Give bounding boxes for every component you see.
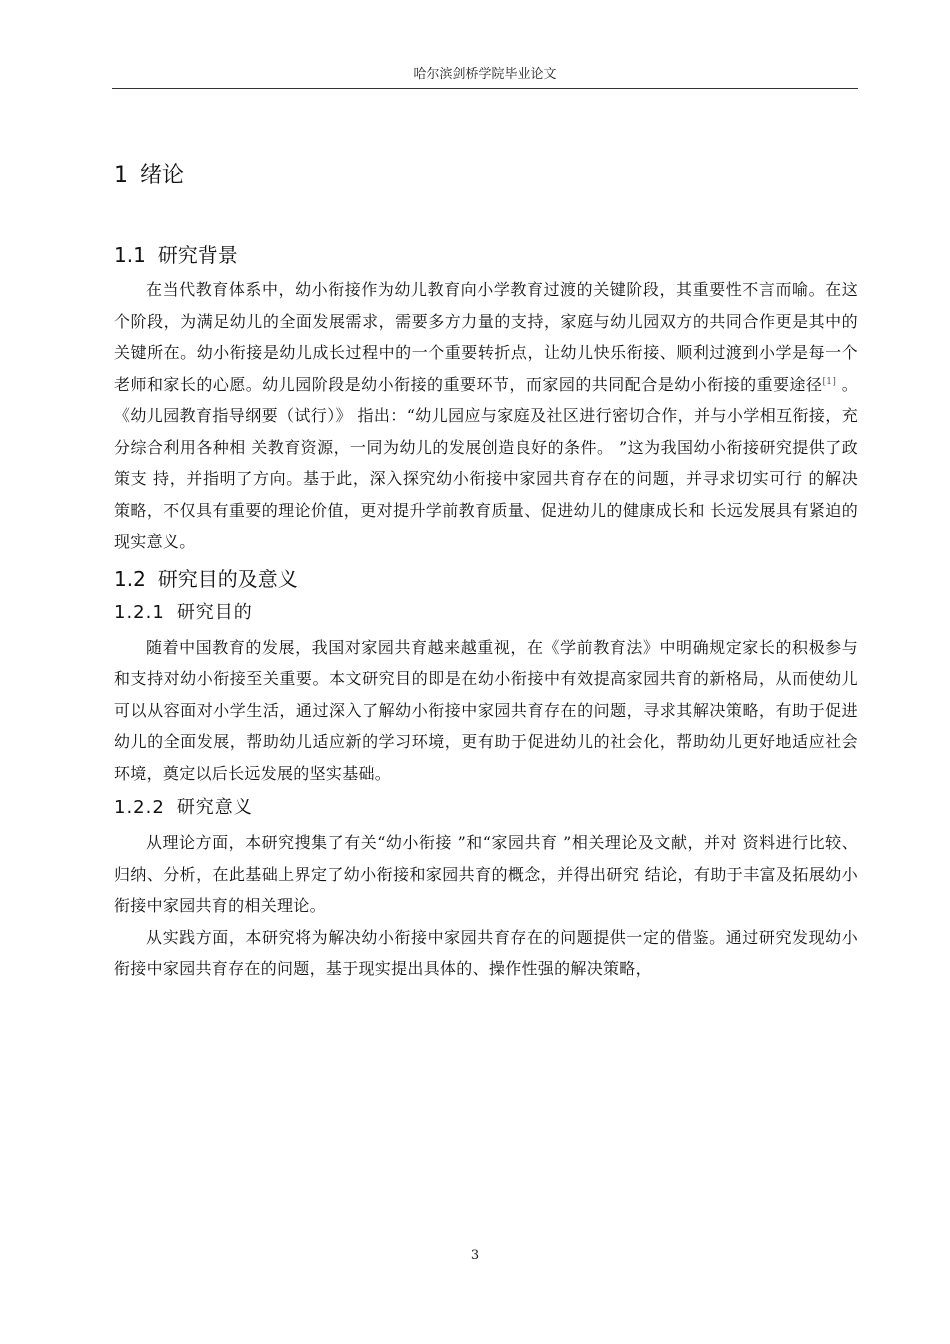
subsection-heading-significance	[114, 793, 858, 823]
significance-theory-paragraph: 从理论方面，本研究搜集了有关“幼小衔接 ”和“家园共育 ”相关理论及文献，并对 资料进行比较、归纳、分析，在此基础上界定了幼小衔接和家园共育的概念，并得出研究 结论，有助于丰富及拓展幼小衔接中家园共育的相关理论。	[114, 833, 858, 915]
background-paragraph	[114, 274, 858, 558]
paragraph-text-part2: 。《幼儿园教育指导纲要（试行）》 指出：“幼儿园应与家庭及社区进行密切合作，并与小学相互衔接，充分综合利用各种相 关教育资源，一同为幼儿的发展创造良好的条件。 ”这为我国幼小衔接研究提供了政策支 持，并指明了方向。基于此，深入探究幼小衔接中家园共育存在的问题，并寻求切实可行 的解决策略，不仅具有重要的理论价值，更对提升学前教育质量、促进幼儿的健康成长和 长远发展具有紧迫的现实意义。	[114, 374, 859, 551]
citation-ref: [1]	[822, 376, 837, 387]
subsection-heading-purpose	[114, 598, 858, 628]
subsection-number: 1.2.2	[114, 797, 165, 818]
section-heading-purpose-significance	[114, 564, 858, 594]
page-number: 3	[470, 1248, 480, 1263]
section-heading-background	[114, 240, 858, 270]
running-header: 哈尔滨剑桥学院毕业论文	[112, 64, 858, 89]
page-body	[114, 160, 858, 985]
chapter-title: 绪论	[140, 163, 185, 188]
chapter-number: 1	[114, 163, 128, 188]
section-number: 1.2	[114, 566, 146, 591]
chapter-heading	[114, 160, 858, 192]
section-title: 研究目的及意义	[157, 566, 298, 591]
section-number: 1.1	[114, 243, 146, 267]
subsection-number: 1.2.1	[114, 601, 165, 623]
section-title: 研究背景	[157, 243, 238, 267]
purpose-paragraph: 随着中国教育的发展，我国对家园共育越来越重视，在《学前教育法》中明确规定家长的积极参与和支持对幼小衔接至关重要。本文研究目的即是在幼小衔接中有效提高家园共育的新格局，从而使幼儿可以从容面对小学生活，通过深入了解幼小衔接中家园共育存在的问题，寻求其解决策略，有助于促进幼儿的全面发展，帮助幼儿适应新的学习环境，更有助于促进幼儿的社会化，帮助幼儿更好地适应社会环境，奠定以后长远发展的坚实基础。	[114, 637, 858, 783]
paragraph-text-part1: 在当代教育体系中，幼小衔接作为幼儿教育向小学教育过渡的关键阶段，其重要性不言而喻。在这个阶段，为满足幼儿的全面发展需求，需要多方力量的支持，家庭与幼儿园双方的共同合作更是其中的关键所在。幼小衔接是幼儿成长过程中的一个重要转折点，让幼儿快乐衔接、顺利过渡到小学是每一个老师和家长的心愿。幼儿园阶段是幼小衔接的重要环节，而家园的共同配合是幼小衔接的重要途径	[114, 280, 858, 394]
subsection-title: 研究意义	[176, 797, 253, 818]
subsection-title: 研究目的	[176, 601, 253, 623]
significance-practice-paragraph: 从实践方面，本研究将为解决幼小衔接中家园共育存在的问题提供一定的借鉴。通过研究发现幼小衔接中家园共育存在的问题，基于现实提出具体的、操作性强的解决策略，	[114, 927, 858, 978]
